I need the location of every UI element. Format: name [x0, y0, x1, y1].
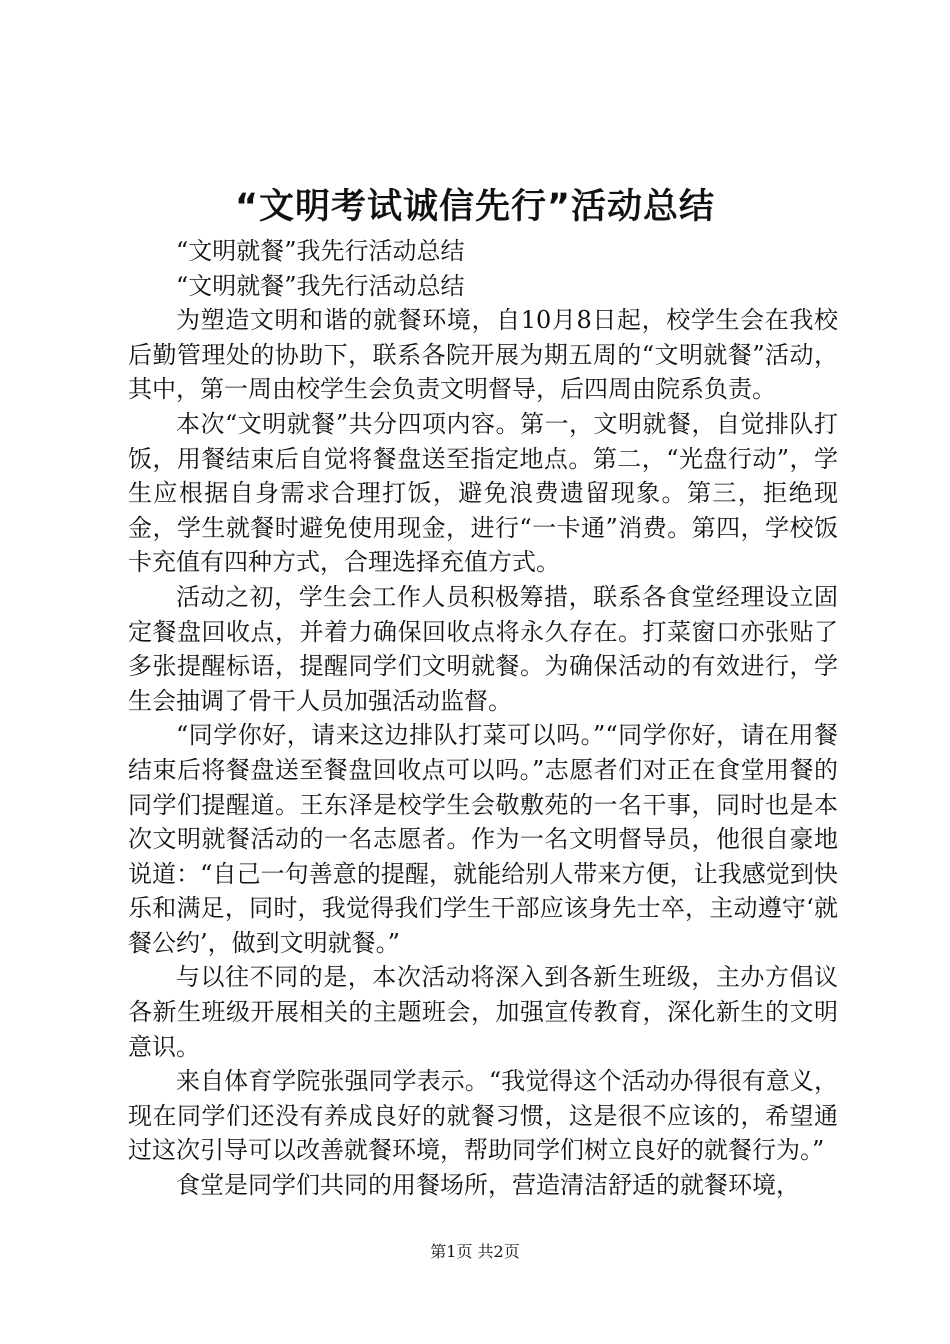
body-paragraph: “同学你好，请来这边排队打菜可以吗。”“同学你好，请在用餐结束后将餐盘送至餐盘回收点可以吗。”志愿者们对正在食堂用餐的同学们提醒道。王东泽是校学生会敬敷苑的一名干事，同时也是本次文明就餐活动的一名志愿者。作为一名文明督导员，他很自豪地说道：“自己一句善意的提醒，就能给别人带来方便，让我感觉到快乐和满足，同时，我觉得我们学生干部应该身先士卒，主动遵守‘就餐公约’，做到文明就餐。” [128, 721, 838, 957]
body-paragraph: 来自体育学院张强同学表示。“我觉得这个活动办得很有意义，现在同学们还没有养成良好的就餐习惯，这是很不应该的，希望通过这次引导可以改善就餐环境，帮助同学们树立良好的就餐行为。” [128, 1067, 838, 1165]
document-body [128, 234, 838, 1203]
body-paragraph: 本次“文明就餐”共分四项内容。第一，文明就餐，自觉排队打饭，用餐结束后自觉将餐盘送至指定地点。第二，“光盘行动”，学生应根据自身需求合理打饭，避免浪费遗留现象。第三，拒绝现金，学生就餐时避免使用现金，进行“一卡通”消费。第四，学校饭卡充值有四种方式，合理选择充值方式。 [128, 409, 838, 577]
body-paragraph: 活动之初，学生会工作人员积极筹措，联系各食堂经理设立固定餐盘回收点，并着力确保回收点将永久存在。打菜窗口亦张贴了多张提醒标语，提醒同学们文明就餐。为确保活动的有效进行，学生会抽调了骨干人员加强活动监督。 [128, 582, 838, 715]
body-paragraph: 为塑造文明和谐的就餐环境，自10月8日起，校学生会在我校后勤管理处的协助下，联系各院开展为期五周的“文明就餐”活动，其中，第一周由校学生会负责文明督导，后四周由院系负责。 [128, 306, 838, 404]
body-paragraph: 与以往不同的是，本次活动将深入到各新生班级，主办方倡议各新生班级开展相关的主题班会，加强宣传教育，深化新生的文明意识。 [128, 963, 838, 1061]
body-paragraph: 食堂是同学们共同的用餐场所，营造清洁舒适的就餐环境， [176, 1171, 800, 1200]
body-paragraph: “文明就餐”我先行活动总结 [176, 237, 465, 265]
body-paragraph: “文明就餐”我先行活动总结 [176, 271, 465, 300]
page-footer: 第1页 共2页 [430, 1242, 520, 1261]
document-title: “文明考试诚信先行”活动总结 [234, 187, 715, 227]
